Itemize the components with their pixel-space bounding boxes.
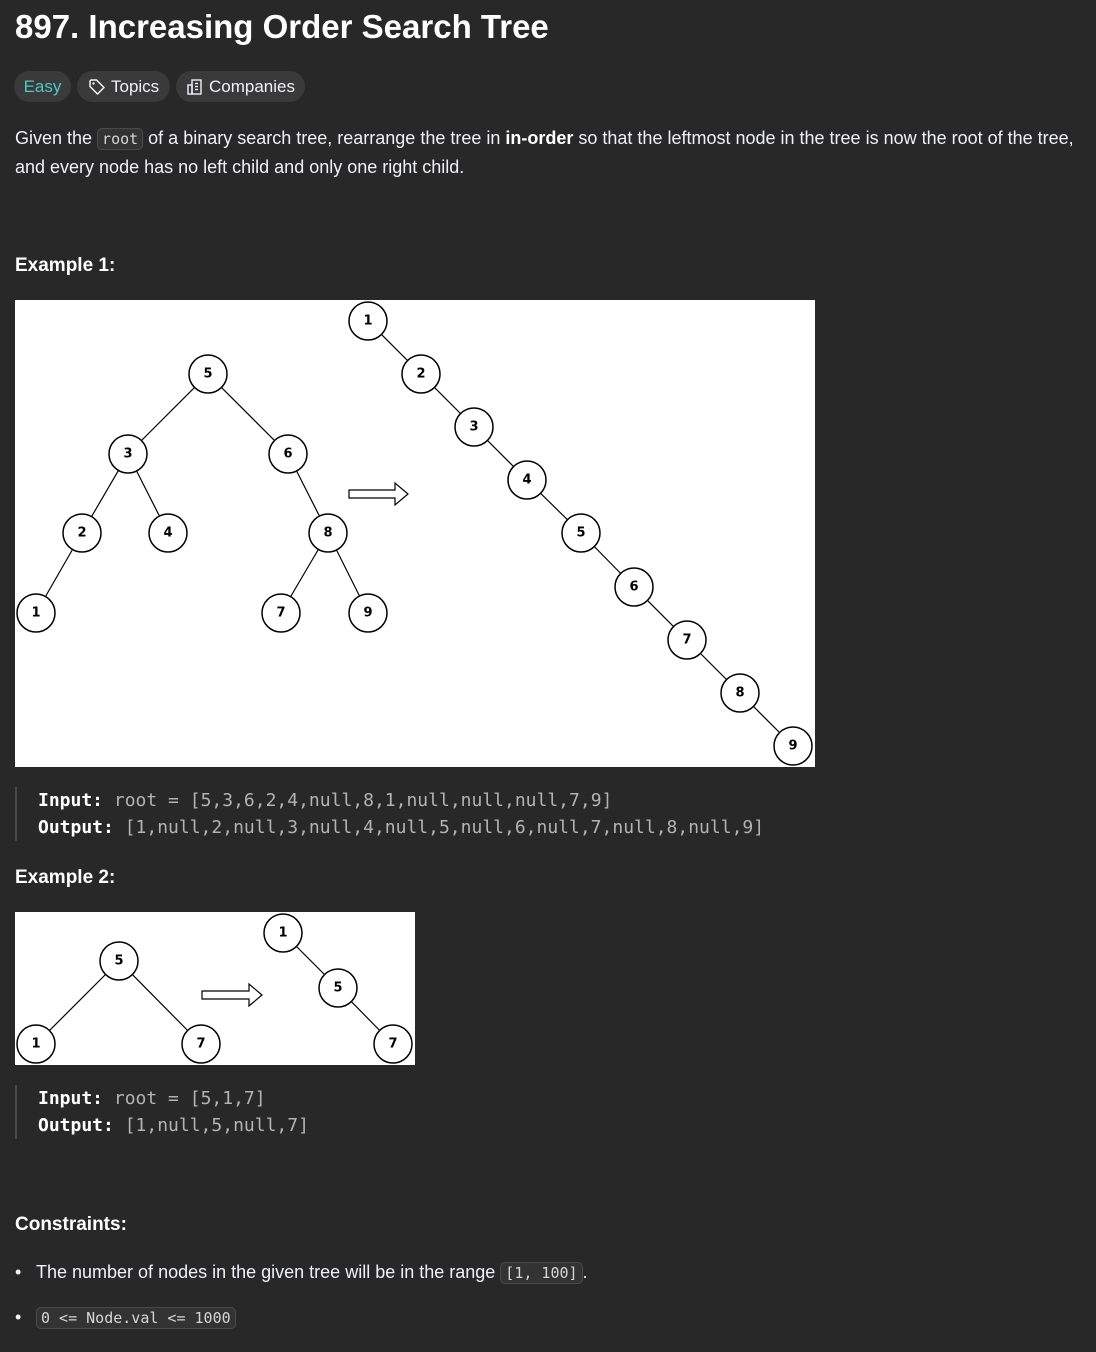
svg-text:5: 5 (333, 980, 343, 996)
svg-text:5: 5 (203, 366, 213, 382)
desc-part2: of a binary search tree, rearrange the tree in (143, 128, 506, 148)
tree-node (109, 435, 147, 473)
svg-text:7: 7 (682, 632, 692, 648)
svg-text:7: 7 (196, 1036, 206, 1052)
tree-node (668, 621, 706, 659)
example2-io-block (15, 1085, 309, 1139)
constraints-heading: Constraints: (15, 1214, 127, 1235)
example2-output-label: Output: (38, 1115, 114, 1136)
example1-heading: Example 1: (15, 255, 116, 276)
tree-node (562, 514, 600, 552)
svg-text:1: 1 (31, 1036, 41, 1052)
tree-node (374, 1025, 412, 1063)
example1-output-value: [1,null,2,null,3,null,4,null,5,null,6,null,7,null,8,null,9] (113, 817, 765, 838)
constraint-item (36, 1262, 588, 1283)
svg-text:4: 4 (163, 525, 173, 541)
tree-node (189, 355, 227, 393)
tree-node (721, 674, 759, 712)
topics-label: Topics (111, 77, 160, 96)
companies-button[interactable] (176, 71, 305, 102)
transform-arrow (349, 483, 408, 505)
svg-text:6: 6 (629, 579, 639, 595)
tree-node (17, 594, 55, 632)
tree-node (100, 942, 138, 980)
constraint-item (36, 1307, 236, 1328)
svg-text:7: 7 (276, 605, 286, 621)
tree-node (349, 594, 387, 632)
transform-arrow (202, 984, 262, 1006)
desc-part3: so that the leftmost node in the tree is now the root of the tree, and every node has no left child and only one right child. (15, 128, 1074, 177)
building-icon (186, 78, 204, 96)
svg-text:8: 8 (323, 525, 333, 541)
tree-node (63, 514, 101, 552)
tree-node (774, 727, 812, 765)
constraint-code: 0 <= Node.val <= 1000 (36, 1307, 236, 1329)
tree-node (508, 461, 546, 499)
tree-node (319, 969, 357, 1007)
example1-input-value: root = [5,3,6,2,4,null,8,1,null,null,null,7,9] (103, 790, 613, 811)
svg-text:2: 2 (77, 525, 87, 541)
example2-input-label: Input: (38, 1088, 104, 1109)
svg-text:9: 9 (788, 738, 798, 754)
svg-text:6: 6 (283, 446, 293, 462)
tree-node (402, 355, 440, 393)
example2-heading: Example 2: (15, 867, 116, 888)
svg-text:4: 4 (522, 472, 532, 488)
svg-text:8: 8 (735, 685, 745, 701)
svg-text:9: 9 (363, 605, 373, 621)
example2-figure (15, 912, 415, 1065)
companies-label: Companies (209, 77, 295, 96)
desc-part1: Given the (15, 128, 98, 148)
svg-text:5: 5 (114, 953, 124, 969)
example1-figure (15, 300, 815, 767)
desc-code-root: root (97, 128, 143, 150)
svg-text:3: 3 (469, 419, 479, 435)
constraint-period: . (582, 1262, 588, 1282)
topics-button[interactable] (77, 71, 170, 102)
svg-text:1: 1 (278, 925, 288, 941)
tree-node (349, 302, 387, 340)
constraint-text: The number of nodes in the given tree will be in the range (36, 1262, 501, 1282)
svg-text:1: 1 (363, 313, 373, 329)
problem-statement (15, 124, 1090, 181)
tree-node (149, 514, 187, 552)
svg-text:3: 3 (123, 446, 133, 462)
svg-text:1: 1 (31, 605, 41, 621)
example1-output-label: Output: (38, 817, 114, 838)
svg-text:5: 5 (576, 525, 586, 541)
constraint-code: [1, 100] (500, 1262, 582, 1284)
svg-text:7: 7 (388, 1036, 398, 1052)
tag-icon (88, 78, 106, 96)
example1-io-block (15, 787, 764, 841)
tree-node (455, 408, 493, 446)
example2-input-value: root = [5,1,7] (103, 1088, 266, 1109)
svg-text:2: 2 (416, 366, 426, 382)
example2-output-value: [1,null,5,null,7] (113, 1115, 309, 1136)
tree-node (182, 1025, 220, 1063)
example1-input-label: Input: (38, 790, 104, 811)
tree-node (615, 568, 653, 606)
desc-bold-inorder: in-order (505, 128, 574, 148)
problem-title: 897. Increasing Order Search Tree (15, 8, 549, 45)
tree-node (309, 514, 347, 552)
tree-node (262, 594, 300, 632)
tree-node (17, 1025, 55, 1063)
difficulty-badge[interactable]: Easy (14, 71, 71, 102)
tree-node (269, 435, 307, 473)
tree-node (264, 914, 302, 952)
